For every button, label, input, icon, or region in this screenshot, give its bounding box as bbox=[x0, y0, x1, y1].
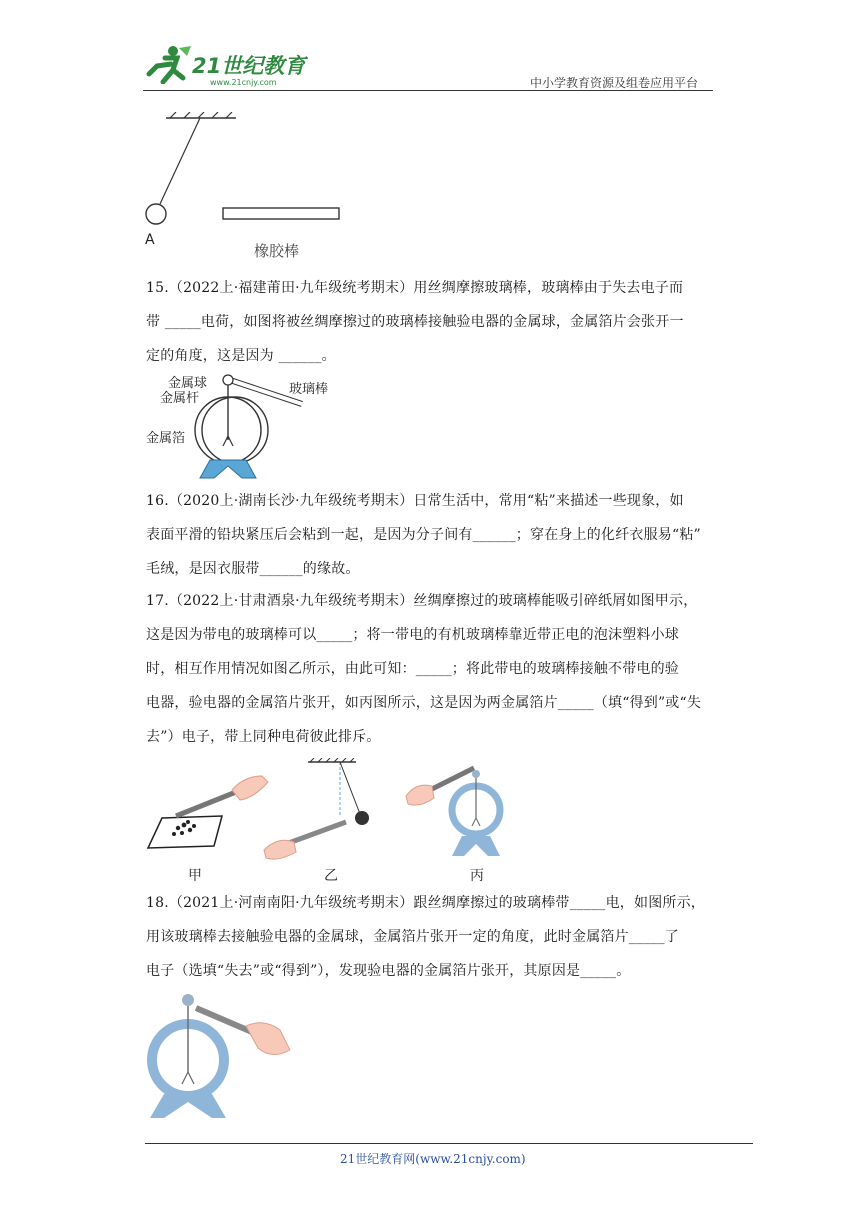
question-16 bbox=[146, 484, 726, 586]
pendulum-figure bbox=[140, 112, 360, 252]
pendulum-ball-label: A bbox=[145, 232, 155, 248]
question-16-line2: 表面平滑的铅块紧压后会粘到一起，是因为分子间有______；穿在身上的化纤衣服易“粘” bbox=[146, 527, 701, 543]
rubber-rod bbox=[223, 208, 339, 219]
logo-runner-icon bbox=[143, 44, 193, 84]
question-15-line3: 定的角度，这是因为 ______。 bbox=[146, 348, 336, 364]
label-metal-ball: 金属球 bbox=[168, 376, 208, 391]
label-metal-rod: 金属杆 bbox=[160, 391, 200, 406]
rubber-rod-label: 橡胶棒 bbox=[254, 242, 300, 260]
pendulum-ball bbox=[146, 204, 166, 224]
header-divider bbox=[143, 90, 713, 91]
question-16-line3: 毛绒，是因衣服带______的缘故。 bbox=[146, 561, 360, 577]
footer-divider bbox=[145, 1143, 753, 1144]
question-18-line3: 电子（选填“失去”或“得到”），发现验电器的金属箔片张开，其原因是_____。 bbox=[146, 963, 631, 979]
question-17-line3: 时，相互作用情况如图乙所示，由此可知：_____；将此带电的玻璃棒接触不带电的验 bbox=[146, 661, 679, 677]
label-glass-rod: 玻璃棒 bbox=[289, 382, 329, 397]
question-17 bbox=[146, 584, 726, 754]
question-17-line1: 17.（2022上·甘肃酒泉·九年级统考期末）丝绸摩擦过的玻璃棒能吸引碎纸屑如图甲示， bbox=[146, 593, 698, 609]
question-15-line2: 带 _____电荷，如图将被丝绸摩擦过的玻璃棒接触验电器的金属球，金属箔片会张开一 bbox=[146, 314, 684, 330]
label-metal-foil: 金属箔 bbox=[146, 431, 186, 446]
question-18-line2: 用该玻璃棒去接触验电器的金属球，金属箔片张开一定的角度，此时金属箔片_____了 bbox=[146, 929, 679, 945]
question-15 bbox=[146, 271, 726, 373]
footer-text[interactable]: 21世纪教育网(www.21cnjy.com) bbox=[340, 1152, 526, 1166]
figure-label-jia: 甲 bbox=[188, 868, 202, 884]
figure-yi-pendulum bbox=[256, 758, 376, 868]
question-17-line5: 去”）电子，带上同种电荷彼此排斥。 bbox=[146, 729, 381, 745]
logo-url: www.21cnjy.com bbox=[210, 78, 277, 87]
figure-label-yi: 乙 bbox=[324, 868, 338, 884]
header-platform-text: 中小学教育资源及组卷应用平台 bbox=[530, 76, 699, 90]
question-17-line4: 电器，验电器的金属箔片张开，如丙图所示，这是因为两金属箔片_____（填“得到”或“失 bbox=[146, 695, 702, 711]
figure-label-bing: 丙 bbox=[470, 868, 484, 884]
figure-bing-electroscope bbox=[400, 760, 520, 860]
question-16-line1: 16.（2020上·湖南长沙·九年级统考期末）日常生活中，常用“粘”来描述一些现象，如 bbox=[146, 493, 684, 509]
figure-jia-paper-scraps bbox=[144, 770, 274, 850]
question-15-line1: 15.（2022上·福建莆田·九年级统考期末）用丝绸摩擦玻璃棒，玻璃棒由于失去电子而 bbox=[146, 280, 684, 296]
question-17-line2: 这是因为带电的玻璃棒可以_____；将一带电的有机玻璃棒靠近带正电的泡沫塑料小球 bbox=[146, 627, 679, 643]
header bbox=[0, 0, 860, 95]
question-18 bbox=[146, 886, 726, 988]
electroscope-figure-q18 bbox=[140, 990, 300, 1120]
question-18-line1: 18.（2021上·河南南阳·九年级统考期末）跟丝绸摩擦过的玻璃棒带_____电，如图所示， bbox=[146, 895, 705, 911]
logo-text: 21世纪教育 bbox=[192, 54, 306, 78]
